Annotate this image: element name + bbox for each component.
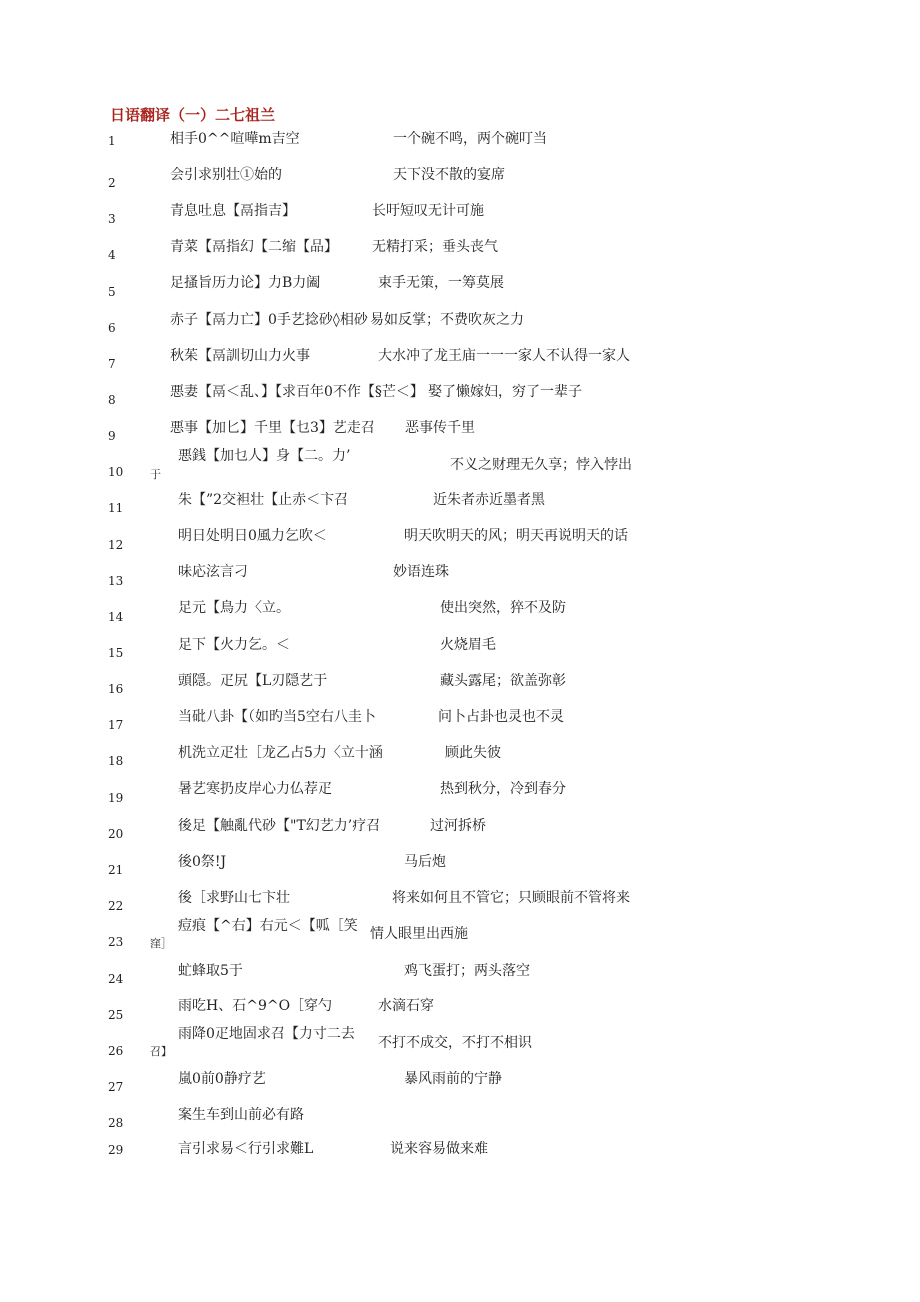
japanese-proverb: 足搔旨历力论】力B力阖 [170,275,321,291]
japanese-proverb: 雨吃H、石^9^O［穿勺 [178,998,333,1014]
row-number: 9 [108,429,116,443]
row-number: 27 [108,1080,124,1094]
japanese-proverb: 悪銭【加乜人】身【二。力’ [178,448,351,464]
row-number: 21 [108,863,124,877]
chinese-translation: 暴风雨前的宁静 [404,1071,502,1087]
japanese-proverb: 悪事【加匕】千里【乜3】艺走召 [170,420,375,436]
japanese-proverb: 悪妻【鬲＜乱、】【求百年0不作【§芒＜】 [170,384,424,400]
chinese-translation: 易如反掌；不费吹灰之力 [370,312,524,328]
japanese-proverb: 嵐0前0静疗艺 [178,1071,266,1087]
document-title: 日语翻译（一）二七祖兰 [110,106,276,124]
row-number: 29 [108,1143,124,1157]
chinese-translation: 藏头露尾；欲盖弥彰 [440,673,566,689]
japanese-proverb: 当砒八卦【（如旳当5空右八圭卜 [178,709,376,725]
chinese-translation: 一个碗不鸣，两个碗叮当 [393,131,547,147]
row-number: 19 [108,791,124,805]
chinese-translation: 水滴石穿 [378,998,434,1014]
japanese-proverb: 後0祭!J [178,854,227,870]
chinese-translation: 说来容易做来难 [390,1141,488,1157]
japanese-proverb: 会引求别壮①始的 [170,167,282,183]
row-number: 20 [108,827,124,841]
japanese-proverb: 虻蜂取5于 [178,963,243,979]
chinese-translation: 情人眼里出西施 [370,926,468,942]
chinese-translation: 不义之财理无久享；悖入悖出 [450,457,632,473]
line-continuation: 窪］ [150,937,172,950]
chinese-translation: 无精打采；垂头丧气 [372,239,498,255]
row-number: 23 [108,935,124,949]
row-number: 14 [108,610,124,624]
chinese-translation: 热到秋分，冷到春分 [440,781,566,797]
japanese-proverb: 朱【”2交袒壮【止赤＜卞召 [178,492,349,508]
row-number: 4 [108,248,116,262]
chinese-translation: 恶事传千里 [405,420,475,436]
row-number: 15 [108,646,124,660]
japanese-proverb: 赤子【鬲力亡】0手艺捻砂◊相砂 [170,312,368,328]
line-continuation: 召】 [150,1045,172,1058]
row-number: 5 [108,285,116,299]
row-number: 17 [108,718,124,732]
chinese-translation: 娶了懒嫁妇，穷了一辈子 [428,384,582,400]
row-number: 10 [108,465,124,479]
chinese-translation: 使出突然，猝不及防 [440,600,566,616]
chinese-translation: 顾此失彼 [445,745,501,761]
row-number: 28 [108,1116,124,1130]
japanese-proverb: 頭隠。疋尻【L刃隠艺于 [178,673,328,689]
japanese-proverb: 言引求易＜行引求難L [178,1141,314,1157]
chinese-translation: 鸡飞蛋打；两头落空 [404,963,530,979]
row-number: 22 [108,899,124,913]
japanese-proverb: 相手0^^喧嘩m吉空 [170,131,300,147]
japanese-proverb: 足元【鳥力〈立。 [178,600,290,616]
japanese-proverb: 青息吐息【鬲指吉】 [170,203,296,219]
japanese-proverb: 味応泫言刁 [178,564,248,580]
japanese-proverb: 机洗立疋壮［龙乙占5力〈立十涵 [178,745,383,761]
row-number: 18 [108,754,124,768]
chinese-translation: 长吁短叹无计可施 [372,203,484,219]
row-number: 25 [108,1008,124,1022]
japanese-proverb: 明日处明日0風力乞吹＜ [178,528,327,544]
chinese-translation: 束手无策，一筹莫展 [378,275,504,291]
chinese-translation: 明天吹明天的风；明天再说明天的话 [404,528,628,544]
line-continuation: 于 [150,468,161,481]
japanese-proverb: 青菜【鬲指幻【二缩【品】 [170,239,338,255]
row-number: 3 [108,212,116,226]
chinese-translation: 火烧眉毛 [440,637,496,653]
chinese-translation: 近朱者赤近墨者黑 [433,492,545,508]
row-number: 1 [108,134,116,148]
chinese-translation: 不打不成交，不打不相识 [378,1035,532,1051]
row-number: 26 [108,1044,124,1058]
row-number: 12 [108,538,124,552]
japanese-proverb: 暑艺寒扔皮岸心力仏荐疋 [178,781,332,797]
row-number: 13 [108,574,124,588]
row-number: 6 [108,321,116,335]
chinese-translation: 马后炮 [404,854,446,870]
chinese-translation: 过河拆桥 [430,818,486,834]
japanese-proverb: 痘痕【^右】右元＜【呱［笑 [178,918,358,934]
row-number: 24 [108,972,124,986]
japanese-proverb: 後［求野山七卞壮 [178,890,290,906]
row-number: 2 [108,176,116,190]
japanese-proverb: 足下【火力乞。＜ [178,637,290,653]
japanese-proverb: 雨降0疋地固求召【力寸二去 [178,1026,355,1042]
chinese-translation: 问卜占卦也灵也不灵 [438,709,564,725]
japanese-proverb: 案生车到山前必有路 [178,1107,304,1123]
chinese-translation: 将来如何且不管它；只顾眼前不管将来 [392,890,630,906]
row-number: 8 [108,393,116,407]
row-number: 7 [108,357,116,371]
chinese-translation: 妙语连珠 [393,564,449,580]
japanese-proverb: 後足【触亂代砂【"T幻艺力’疗召 [178,818,381,834]
row-number: 11 [108,501,124,515]
chinese-translation: 天下没不散的宴席 [393,167,505,183]
chinese-translation: 大水冲了龙王庙一一一家人不认得一家人 [378,348,630,364]
row-number: 16 [108,682,124,696]
japanese-proverb: 秋茱【鬲訓切山力火事 [170,348,310,364]
